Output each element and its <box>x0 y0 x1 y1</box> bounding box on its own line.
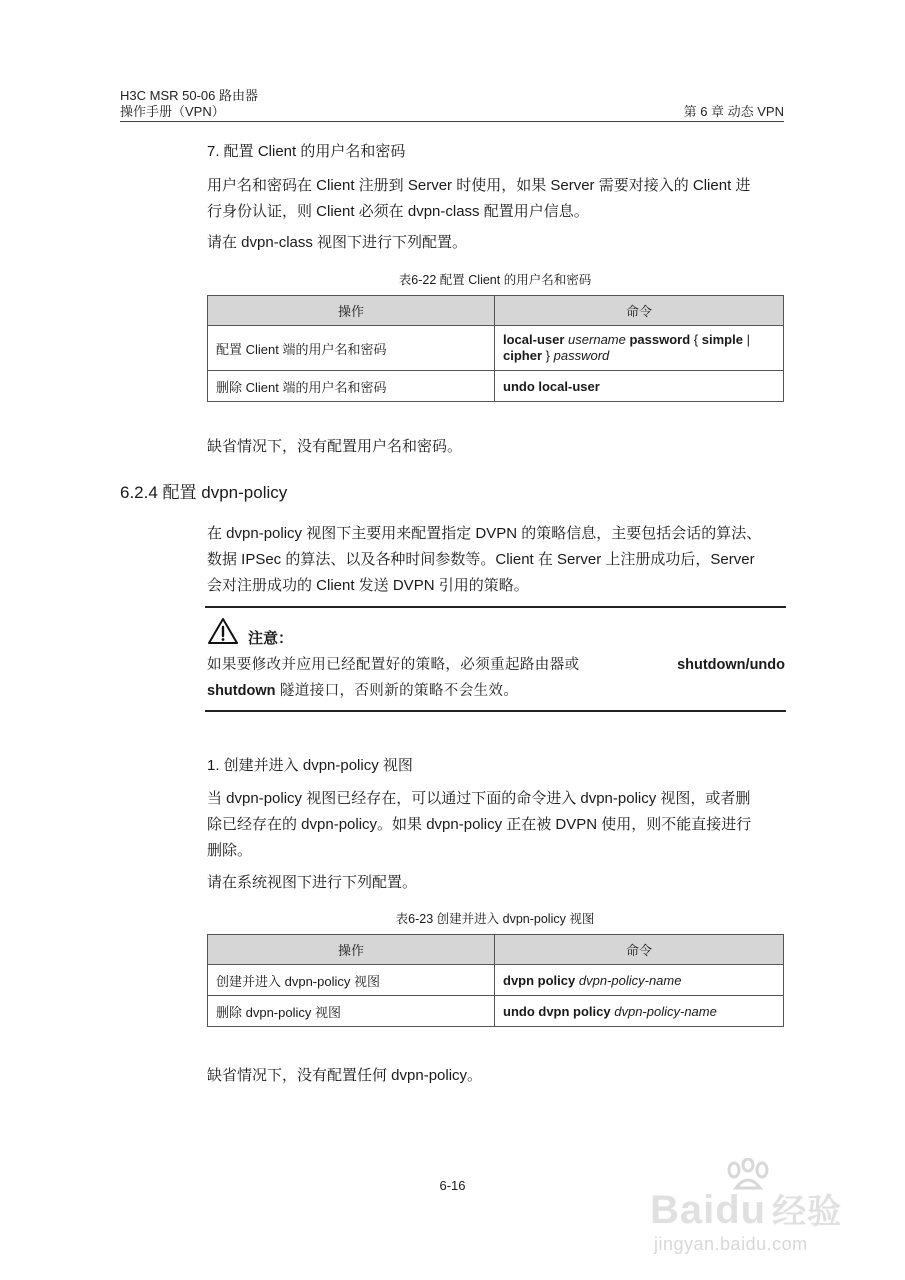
header-manual: 操作手册（VPN） <box>120 104 225 119</box>
notice-top-rule <box>205 606 786 608</box>
section-6-2-4-para-line1: 在 dvpn-policy 视图下主要用来配置指定 DVPN 的策略信息，主要包括会话的算法、 <box>207 525 762 542</box>
col-header-cmd: 命令 <box>495 296 784 326</box>
cmd-argument: dvpn-policy-name <box>578 972 682 988</box>
warning-triangle-icon <box>207 617 239 645</box>
table-6-22-caption: 表6-22 配置 Client 的用户名和密码 <box>398 273 592 287</box>
section-1-para2: 请在系统视图下进行下列配置。 <box>207 874 418 891</box>
section-6-2-4-title: 6.2.4 配置 dvpn-policy <box>120 483 288 502</box>
cell-cmd <box>495 965 784 996</box>
cell-cmd <box>495 996 784 1027</box>
notice-line2-text: 隧道接口，否则新的策略不会生效。 <box>279 683 519 699</box>
notice-line1-cmd: shutdown/undo <box>677 657 785 673</box>
cell-op: 删除 Client 端的用户名和密码 <box>208 371 495 402</box>
cmd-keyword: cipher <box>503 348 543 363</box>
section-7-default-note: 缺省情况下，没有配置用户名和密码。 <box>207 438 463 455</box>
table-header-row <box>208 296 784 326</box>
baidu-jingyan-watermark <box>650 1158 850 1258</box>
watermark-brand <box>650 1184 842 1233</box>
watermark-brand-cn: 经验 <box>772 1193 843 1231</box>
watermark-url: jingyan.baidu.com <box>654 1234 808 1254</box>
col-header-op: 操作 <box>208 296 495 326</box>
section-6-2-4-para-line2: 数据 IPSec 的算法、以及各种时间参数等。Client 在 Server 上注册成功后，Server <box>207 551 755 568</box>
notice-bottom-rule <box>205 710 786 712</box>
notice-label: 注意： <box>248 630 294 647</box>
header-rule <box>120 121 784 122</box>
cmd-keyword: local-user <box>503 332 565 347</box>
col-header-op: 操作 <box>208 935 495 965</box>
header-chapter: 第 6 章 动态 VPN <box>683 104 784 119</box>
notice-line2-cmd: shutdown <box>207 683 276 699</box>
cmd-argument: dvpn-policy-name <box>614 1003 717 1019</box>
table-6-23-caption: 表6-23 创建并进入 dvpn-policy 视图 <box>395 912 595 926</box>
section-7-para2: 请在 dvpn-class 视图下进行下列配置。 <box>207 234 468 251</box>
cell-op: 创建并进入 dvpn-policy 视图 <box>208 965 495 996</box>
header-product: H3C MSR 50-06 路由器 <box>120 88 258 103</box>
page-number: 6-16 <box>439 1178 466 1193</box>
cell-cmd: undo local-user <box>495 371 784 402</box>
cmd-bar: | <box>746 332 750 347</box>
section-7-para1-line2: 行身份认证，则 Client 必须在 dvpn-class 配置用户信息。 <box>207 203 589 220</box>
table-row <box>208 326 784 371</box>
cmd-keyword: simple <box>701 332 743 347</box>
cmd-keyword: dvpn policy <box>503 972 576 988</box>
table-row <box>208 371 784 402</box>
cmd-brace: { <box>693 332 699 347</box>
table-row <box>208 996 784 1027</box>
section-1-para1-line1: 当 dvpn-policy 视图已经存在，可以通过下面的命令进入 dvpn-policy 视图，或者删 <box>207 790 751 807</box>
table-header-row <box>208 935 784 965</box>
table-6-22 <box>207 295 784 402</box>
col-header-cmd: 命令 <box>495 935 784 965</box>
cmd-keyword: password <box>629 332 691 347</box>
table-6-23 <box>207 934 784 1027</box>
cmd-brace: } <box>545 348 550 363</box>
watermark-brand-du: du <box>715 1188 767 1232</box>
section-6-2-4-para-line3: 会对注册成功的 Client 发送 DVPN 引用的策略。 <box>207 577 529 594</box>
table-row <box>208 965 784 996</box>
watermark-brand-bai: Bai <box>650 1188 716 1232</box>
section-7-para1-line1: 用户名和密码在 Client 注册到 Server 时使用，如果 Server 需要对接入的 Client 进 <box>207 177 751 194</box>
section-1-para1-line2: 除已经存在的 dvpn-policy。如果 dvpn-policy 正在被 DVPN 使用，则不能直接进行 <box>207 816 752 833</box>
cell-op: 配置 Client 端的用户名和密码 <box>208 326 495 371</box>
section-1-title: 1. 创建并进入 dvpn-policy 视图 <box>207 757 413 774</box>
notice-line1-text: 如果要修改并应用已经配置好的策略，必须重起路由器或 <box>207 657 580 673</box>
cell-cmd <box>495 326 784 371</box>
notice-line2 <box>207 678 785 704</box>
cmd-argument: username <box>568 332 626 347</box>
cmd-keyword: undo dvpn policy <box>503 1003 611 1019</box>
cell-op: 删除 dvpn-policy 视图 <box>208 996 495 1027</box>
section-1-para1-line3: 删除。 <box>207 842 253 859</box>
notice-line1 <box>207 652 785 678</box>
cmd-argument: password <box>553 348 610 363</box>
section-7-title: 7. 配置 Client 的用户名和密码 <box>207 143 406 160</box>
section-1-default-note: 缺省情况下，没有配置任何 dvpn-policy。 <box>207 1067 483 1084</box>
